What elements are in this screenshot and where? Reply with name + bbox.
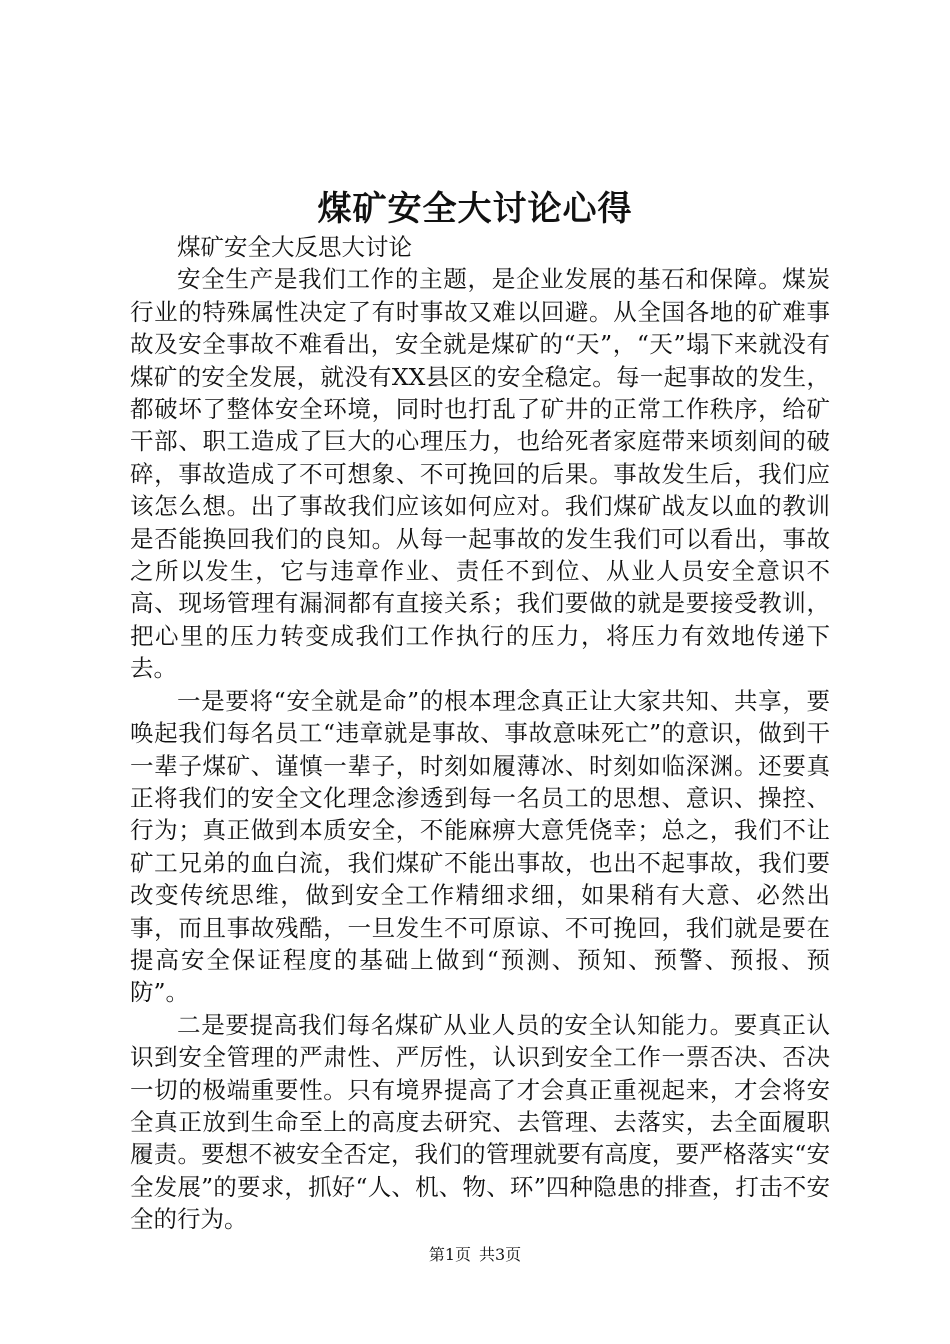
page-footer — [0, 1244, 950, 1266]
paragraph-intro: 安全生产是我们工作的主题，是企业发展的基石和保障。煤炭行业的特殊属性决定了有时事故又难以回避。从全国各地的矿难事故及安全事故不难看出，安全就是煤矿的“天”，“天”塌下来就没有煤矿的安全发展，就没有XX县区的安全稳定。每一起事故的发生，都破坏了整体安全环境，同时也打乱了矿井的正常工作秩序，给矿干部、职工造成了巨大的心理压力，也给死者家庭带来顷刻间的破碎，事故造成了不可想象、不可挽回的后果。事故发生后，我们应该怎么想。出了事故我们应该如何应对。我们煤矿战友以血的教训是否能换回我们的良知。从每一起事故的发生我们可以看出，事故之所以发生，它与违章作业、责任不到位、从业人员安全意识不高、现场管理有漏洞都有直接关系；我们要做的就是要接受教训，把心里的压力转变成我们工作执行的压力，将压力有效地传递下去。 — [130, 265, 830, 683]
page-number: 第1页 — [428, 1245, 471, 1264]
document-title: 煤矿安全大讨论心得 — [317, 189, 633, 229]
page-total: 共3页 — [479, 1245, 522, 1264]
document-subtitle: 煤矿安全大反思大讨论 — [177, 233, 412, 261]
document-body — [130, 231, 830, 1236]
paragraph-point-one: 一是要将“安全就是命”的根本理念真正让大家共知、共享，要唤起我们每名员工“违章就是事故、事故意味死亡”的意识，做到干一辈子煤矿、谨慎一辈子，时刻如履薄冰、时刻如临深渊。还要真正将我们的安全文化理念渗透到每一名员工的思想、意识、操控、行为；真正做到本质安全，不能麻痹大意凭侥幸；总之，我们不让矿工兄弟的血白流，我们煤矿不能出事故，也出不起事故，我们要改变传统思维，做到安全工作精细求细，如果稍有大意、必然出事，而且事故残酷，一旦发生不可原谅、不可挽回，我们就是要在提高安全保证程度的基础上做到“预测、预知、预警、预报、预防”。 — [130, 686, 830, 1007]
paragraph-point-two: 二是要提高我们每名煤矿从业人员的安全认知能力。要真正认识到安全管理的严肃性、严厉性，认识到安全工作一票否决、否决一切的极端重要性。只有境界提高了才会真正重视起来，才会将安全真正放到生命至上的高度去研究、去管理、去落实，去全面履职履责。要想不被安全否定，我们的管理就要有高度，要严格落实“安全发展”的要求，抓好“人、机、物、环”四种隐患的排查，打击不安全的行为。 — [130, 1010, 830, 1234]
